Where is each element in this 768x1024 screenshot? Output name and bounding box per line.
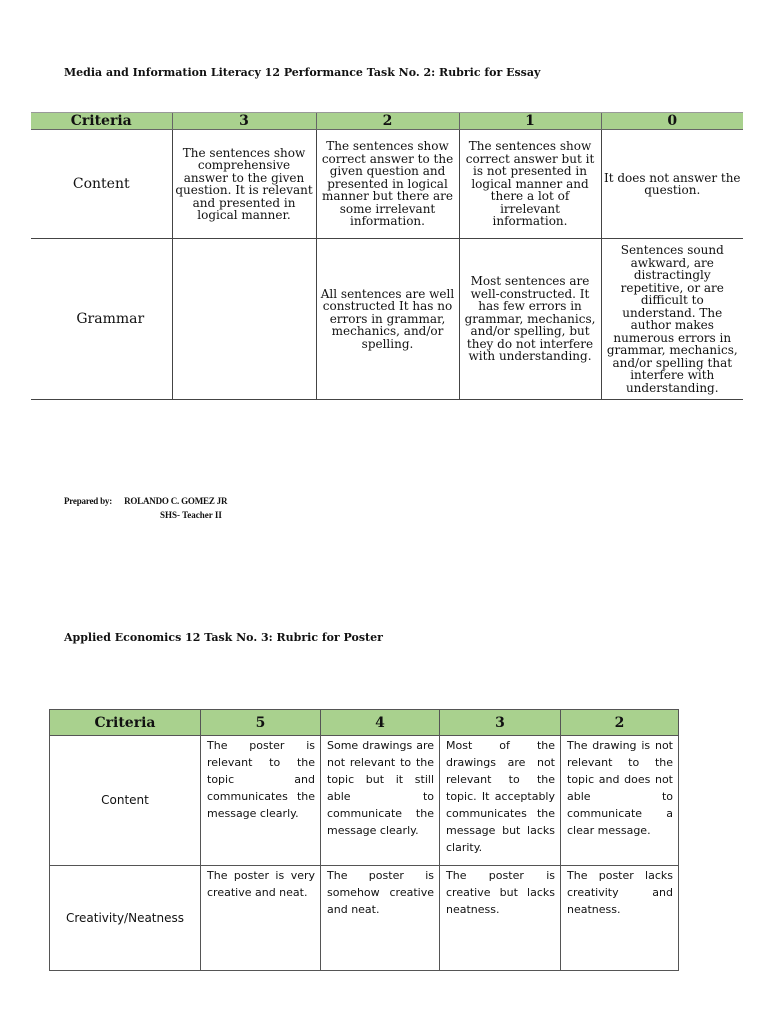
table-row xyxy=(50,736,679,866)
prepared-by-line xyxy=(64,496,227,506)
rubric-cell: It does not answer the question. xyxy=(601,130,743,239)
essay-rubric-table xyxy=(31,112,743,400)
rubric-cell: The poster is creative but lacks neatness. xyxy=(440,866,561,971)
header-score-0: 0 xyxy=(601,113,743,130)
criteria-label: Content xyxy=(31,130,172,239)
header-score-1: 1 xyxy=(459,113,601,130)
criteria-label: Content xyxy=(50,736,201,866)
rubric-cell: The sentences show comprehensive answer to the given question. It is relevant and presented in logical manner. xyxy=(172,130,316,239)
poster-rubric-heading: Applied Economics 12 Task No. 3: Rubric for Poster xyxy=(64,631,383,644)
teacher-name: ROLANDO C. GOMEZ JR xyxy=(124,496,228,506)
rubric-cell: All sentences are well constructed It has no errors in grammar, mechanics, and/or spelling. xyxy=(316,239,459,400)
table-header-row xyxy=(31,113,743,130)
header-score-2: 2 xyxy=(316,113,459,130)
rubric-cell: Most sentences are well-constructed. It has few errors in grammar, mechanics, and/or spelling, but they do not interfere with understanding. xyxy=(459,239,601,400)
table-row xyxy=(31,239,743,400)
header-score-3: 3 xyxy=(440,710,561,736)
rubric-cell: The poster is somehow creative and neat. xyxy=(321,866,440,971)
header-score-4: 4 xyxy=(321,710,440,736)
rubric-cell: The drawing is not relevant to the topic and does not able to communicate a clear message. xyxy=(561,736,679,866)
criteria-label: Creativity/Neatness xyxy=(50,866,201,971)
rubric-cell: Sentences sound awkward, are distractingly repetitive, or are difficult to understand. The author makes numerous errors in grammar, mechanics, and/or spelling that interfere with understanding. xyxy=(601,239,743,400)
poster-rubric-table xyxy=(49,709,679,971)
rubric-cell: The sentences show correct answer but it is not presented in logical manner and there a lot of irrelevant information. xyxy=(459,130,601,239)
header-score-3: 3 xyxy=(172,113,316,130)
rubric-cell: The poster is very creative and neat. xyxy=(201,866,321,971)
table-row xyxy=(31,130,743,239)
rubric-cell: Most of the drawings are not relevant to the topic. It acceptably communicates the message but lacks clarity. xyxy=(440,736,561,866)
rubric-cell: The poster lacks creativity and neatness. xyxy=(561,866,679,971)
essay-rubric-heading: Media and Information Literacy 12 Performance Task No. 2: Rubric for Essay xyxy=(64,66,541,79)
rubric-cell: The poster is relevant to the topic and communicates the message clearly. xyxy=(201,736,321,866)
criteria-label: Grammar xyxy=(31,239,172,400)
rubric-cell xyxy=(172,239,316,400)
header-criteria: Criteria xyxy=(31,113,172,130)
prepared-by-label: Prepared by: xyxy=(64,496,113,506)
table-row xyxy=(50,866,679,971)
header-criteria: Criteria xyxy=(50,710,201,736)
table-header-row xyxy=(50,710,679,736)
header-score-5: 5 xyxy=(201,710,321,736)
rubric-cell: The sentences show correct answer to the given question and presented in logical manner but there are some irrelevant information. xyxy=(316,130,459,239)
rubric-cell: Some drawings are not relevant to the topic but it still able to communicate the message clearly. xyxy=(321,736,440,866)
teacher-position: SHS- Teacher II xyxy=(160,510,222,520)
header-score-2: 2 xyxy=(561,710,679,736)
